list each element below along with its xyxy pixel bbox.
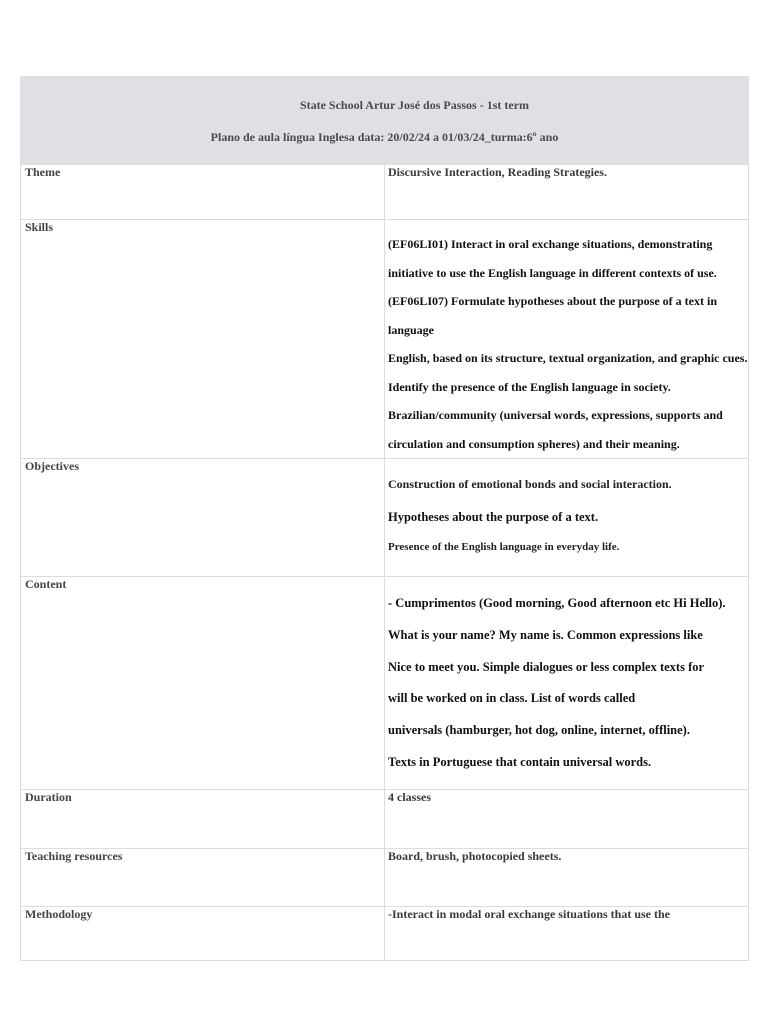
plan-subtitle: Plano de aula língua Inglesa data: 20/02/24 a 01/03/24_turma:6º ano <box>210 130 559 144</box>
resources-label: Teaching resources <box>21 849 385 907</box>
content-label: Content <box>21 577 385 790</box>
objective-item: Hypotheses about the purpose of a text. <box>388 510 599 524</box>
duration-label: Duration <box>21 790 385 849</box>
objective-item: Construction of emotional bonds and social interaction. <box>388 477 672 491</box>
resources-value: Board, brush, photocopied sheets. <box>385 849 749 907</box>
skills-line: Identify the presence of the English language in society. <box>388 379 671 394</box>
table-row-resources <box>21 849 749 907</box>
content-line: What is your name? My name is. Common expressions like <box>388 627 703 642</box>
skills-line: English, based on its structure, textual organization, and graphic cues. <box>388 351 748 365</box>
skills-label: Skills <box>21 220 385 459</box>
table-header-cell <box>21 77 749 165</box>
school-title: State School Artur José dos Passos - 1st term <box>299 98 530 112</box>
objectives-value <box>385 459 749 577</box>
objectives-label: Objectives <box>21 459 385 577</box>
objective-item: Presence of the English language in everyday life. <box>388 541 620 553</box>
content-line: will be worked on in class. List of words called <box>388 691 636 706</box>
theme-value: Discursive Interaction, Reading Strategies. <box>385 165 749 220</box>
table-row-skills <box>21 220 749 459</box>
table-row-methodology <box>21 907 749 961</box>
table-header-row <box>21 77 749 165</box>
table-row-objectives <box>21 459 749 577</box>
table-row-content <box>21 577 749 790</box>
table-row-duration <box>21 790 749 849</box>
skills-line: initiative to use the English language in different contexts of use. <box>388 265 717 280</box>
lesson-plan-table <box>20 76 749 961</box>
content-line: Texts in Portuguese that contain universal words. <box>388 754 652 769</box>
skills-line: circulation and consumption spheres) and their meaning. <box>388 436 680 451</box>
skills-line: Brazilian/community (universal words, expressions, supports and <box>388 408 723 422</box>
content-line: Nice to meet you. Simple dialogues or less complex texts for <box>388 659 705 674</box>
content-value <box>385 577 749 790</box>
content-line: - Cumprimentos (Good morning, Good afternoon etc Hi Hello). <box>388 596 726 610</box>
content-line: universals (hamburger, hot dog, online, internet, offline). <box>388 723 690 738</box>
theme-label: Theme <box>21 165 385 220</box>
skills-line: (EF06LI01) Interact in oral exchange situations, demonstrating <box>388 237 713 251</box>
methodology-value: -Interact in modal oral exchange situations that use the <box>385 907 749 961</box>
methodology-label: Methodology <box>21 907 385 961</box>
skills-line: (EF06LI07) Formulate hypotheses about the purpose of a text in language <box>388 294 717 337</box>
duration-value: 4 classes <box>385 790 749 849</box>
table-row-theme <box>21 165 749 220</box>
skills-value <box>385 220 749 459</box>
